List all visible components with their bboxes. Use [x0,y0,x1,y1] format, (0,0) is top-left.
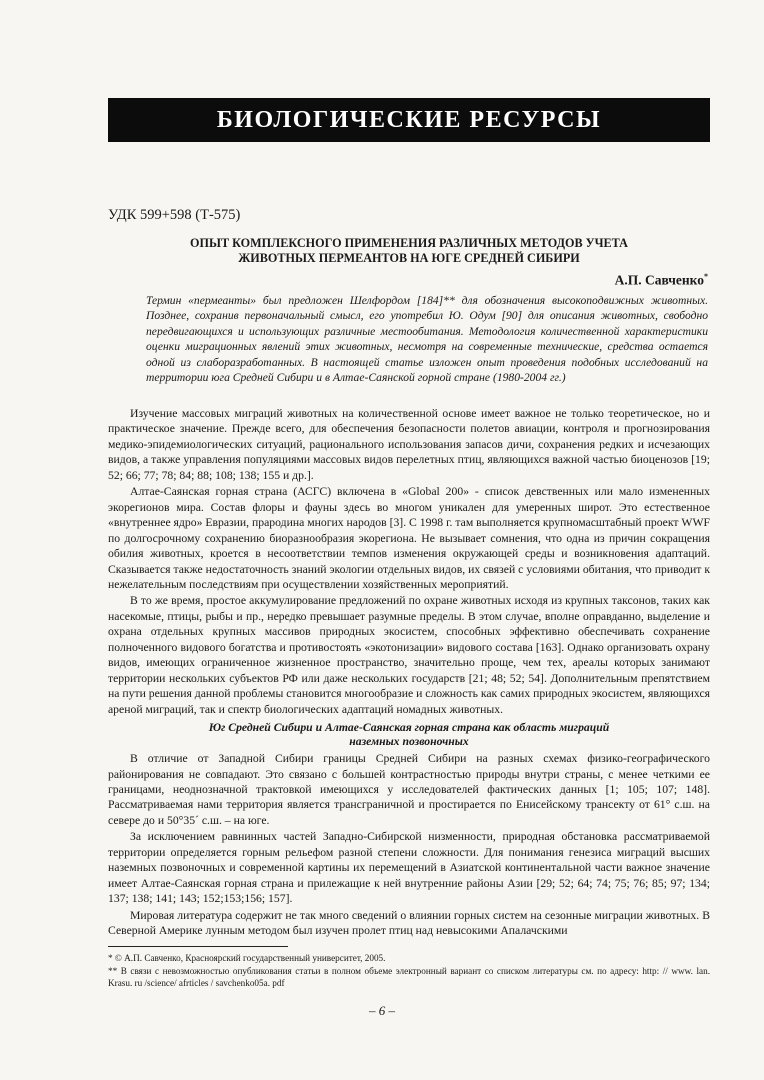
article-title [108,236,710,266]
section-banner: БИОЛОГИЧЕСКИЕ РЕСУРСЫ [108,98,710,142]
paragraph: Изучение массовых миграций животных на количественной основе имеет важное не только теоретическое, но и практическое значение. Прежде всего, для обеспечения безопасности полетов авиации, контроля и прогнозирования медико-эпидемиологических ситуаций, рационального использования запасов дичи, сохранения редких и исчезающих видов, а также управления популяциями массовых видов перелетных птиц, являющихся важной частью биоценозов [19; 52; 66; 77; 78; 84; 88; 108; 138; 155 и др.]. [108,407,710,482]
page-number: – 6 – [369,1003,395,1018]
footnote-url: ** В связи с невозможностью опубликования статьи в полном объеме электронный вариант со списком литературы см. по адресу: http: // www. lan. Krasu. ru /science/ afrticles / savchenko05a. pdf [108,965,710,988]
article-title-line-2: ЖИВОТНЫХ ПЕРМЕАНТОВ НА ЮГЕ СРЕДНЕЙ СИБИРИ [238,251,580,265]
paragraph: Мировая литература содержит не так много сведений о влиянии горных систем на сезонные миграции животных. В Северной Америке лунным методом был изучен пролет птиц над невысокими Апалачскими [108,908,710,938]
author-footnote-mark: * [704,272,708,281]
author-name-text: А.П. Савченко [614,272,704,288]
footnote-author: * © А.П. Савченко, Красноярский государственный университет, 2005. [108,953,386,963]
paragraph: В отличие от Западной Сибири границы Средней Сибири на разных схемах физико-географического районирования не совпадают. Это связано с большей контрастностью природы внутри страны, с менее четкими ее границами, неоднозначной трактовкой имеющихся у исследователей фактических данных [1; 105; 107; 148]. Рассматриваемая нами территория является трансграничной и простирается по Енисейскому трансекту от 61° с.ш. на севере до и 50°35´ с.ш. – на юге. [108,752,710,827]
footnotes [108,952,710,990]
udk-code: УДК 599+598 (Т-575) [108,207,241,223]
article-body [108,406,710,940]
footnote-divider [108,946,288,947]
paragraph: Алтае-Саянская горная страна (АСГС) включена в «Global 200» - список девственных или мало измененных экорегионов мира. Состав флоры и фауны здесь во многом уникален для умеренных широт. Это естественное «внутреннее ядро» Евразии, прародина многих народов [3]. С 1998 г. там выполняется крупномасштабный проект WWF по долгосрочному сохранению биоразнообразия экорегиона. Не вызывает сомнения, что одна из причин сокращения обилия животных, кроется в несоответствии темпов изменения окружающей среды и возникновения адаптаций. Сказывается также недостаточность знаний экологии отдельных видов, их связей с условиями обитания, что приводит к нежелательным последствиям при осуществлении хозяйственных мероприятий. [108,485,710,591]
article-title-line-1: ОПЫТ КОМПЛЕКСНОГО ПРИМЕНЕНИЯ РАЗЛИЧНЫХ МЕТОДОВ УЧЕТА [190,236,628,250]
author-name [615,272,708,289]
section-subheading: Юг Средней Сибири и Алтае-Саянская горная страна как область миграций наземных позвоночных [208,721,610,749]
abstract: Термин «пермеанты» был предложен Шелфордом [184]** для обозначения высокоподвижных животных. Позднее, сохранив первоначальный смысл, его употребил Ю. Одум [90] для описания животных, свободно передвигающихся и использующих различные местообитания. Методология количественной характеристики оценки миграционных явлений этих животных, несмотря на современные технические, средства остается одной из слаборазработанных. В настоящей статье изложен опыт проведения подобных исследований на территории юга Средней Сибири и в Алтае-Саянской горной стране (1980-2004 гг.) [146,294,708,385]
paragraph: В то же время, простое аккумулирование предложений по охране животных исходя из крупных таксонов, таких как насекомые, птицы, рыбы и пр., нередко превышает разумные пределы. В этом случае, вполне оправданно, выделение и охрана отдельных крупных массивов природных экосистем, способных эффективно обеспечивать сохранение полноченного видового богатства и противостоять «экотонизации» видового состава [163]. Однако организовать охрану видов, имеющих ограниченное жизненное пространство, значительно проще, чем тех, ареалы которых занимают территории нескольких субъектов РФ или даже нескольких государств [21; 48; 52; 54]. Дополнительным препятствием на пути решения данной проблемы становится многообразие и сложность как самих природных экосистем, являющихся ареной миграций, так и спектр биологических адаптаций номадных животных. [108,594,711,716]
paragraph: За исключением равнинных частей Западно-Сибирской низменности, природная обстановка рассматриваемой территории определяется горным рельефом разной степени сложности. Для понимания генезиса миграций высших наземных позвоночных и современной картины их перемещений в Азиатской континентальной части важное значение имеет Алтае-Саянская горная страна и прилежащие к ней внутренние районы Азии [29; 52; 64; 74; 75; 76; 85; 97; 134; 137; 138; 141; 143; 152;153;156; 157]. [108,830,710,906]
